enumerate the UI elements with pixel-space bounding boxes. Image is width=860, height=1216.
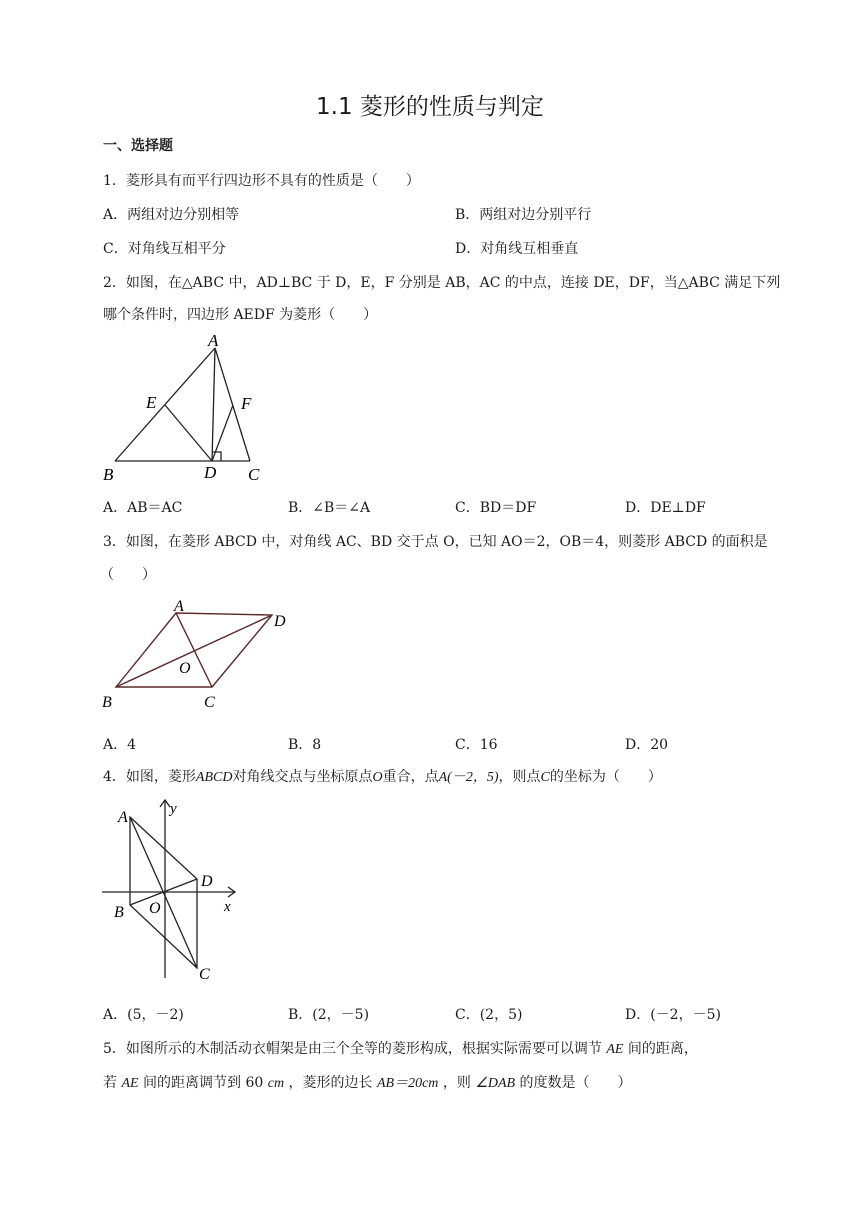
q5-cm: cm (267, 1076, 285, 1091)
figure-4-label-y: y (170, 801, 177, 817)
q4-c: C (540, 770, 550, 785)
question-4-option-c: C．(2，5) (455, 1007, 523, 1023)
question-2-option-b: B．∠B＝∠A (288, 500, 371, 516)
q5-line2-mid2: ，菱形的边长 (288, 1075, 373, 1091)
q4-text-prefix: 4．如图，菱形 (103, 769, 196, 785)
q4-text-mid3: ，则点 (498, 769, 541, 785)
figure-2-label-c: C (248, 465, 260, 484)
question-2-stem-line1: 2．如图，在△ABC 中，AD⊥BC 于 D，E，F 分别是 AB，AC 的中点，连接 DE，DF，当△ABC 满足下列 (103, 275, 781, 291)
figure-2-label-d: D (204, 463, 217, 482)
figure-3-label-c: C (204, 694, 215, 711)
question-4-option-b: B．(2，－5) (288, 1007, 370, 1023)
figure-4-label-a: A (118, 809, 128, 826)
figure-4-label-b: B (114, 904, 124, 921)
q5-line2-mid1: 间的距离调节到 60 (143, 1075, 264, 1091)
question-3-figure (100, 595, 300, 715)
question-3-stem-line2: （ ） (100, 567, 156, 583)
q5-line2-mid3: ，则 (442, 1075, 471, 1091)
q4-text-suffix: 的坐标为（ ） (549, 769, 662, 785)
question-3-stem-line1: 3．如图，在菱形 ABCD 中，对角线 AC、BD 交于点 O，已知 AO＝2，OB＝4，则菱形 ABCD 的面积是 (103, 534, 768, 550)
page-title: 1.1 菱形的性质与判定 (316, 94, 544, 120)
question-4-stem (103, 766, 662, 786)
question-3-option-b: B．8 (288, 737, 322, 753)
figure-4-label-c: C (199, 966, 210, 983)
question-2-option-a: A．AB＝AC (103, 500, 183, 516)
question-2-stem-line2: 哪个条件时，四边形 AEDF 为菱形（ ） (103, 307, 378, 323)
q4-abcd: ABCD (195, 770, 233, 785)
question-1-option-b: B．两组对边分别平行 (455, 207, 592, 223)
question-4-option-a: A．(5，－2) (103, 1007, 184, 1023)
question-1-option-d: D．对角线互相垂直 (455, 241, 579, 257)
figure-3-label-a: A (174, 598, 184, 615)
figure-4-label-x: x (224, 899, 231, 915)
q5-ae: AE (606, 1042, 624, 1057)
question-4-figure (100, 795, 250, 985)
q4-text-mid2: 重合，点 (382, 769, 439, 785)
question-1-stem: 1．菱形具有而平行四边形不具有的性质是（ ） (103, 173, 420, 189)
q4-point-a: A(－2，5) (438, 770, 499, 785)
figure-3-label-b: B (102, 694, 112, 711)
q5-line2-prefix: 若 (103, 1075, 117, 1091)
question-4-option-d: D．(－2，－5) (625, 1007, 721, 1023)
q4-o: O (372, 770, 383, 785)
figure-4-label-o: O (149, 900, 161, 917)
figure-4-label-d: D (201, 873, 213, 890)
figure-3-label-o: O (179, 660, 191, 677)
q5-line1-suffix: 间的距离， (627, 1041, 698, 1057)
figure-2-label-b: B (103, 465, 114, 484)
question-5-stem-line1 (103, 1038, 698, 1058)
question-3-option-d: D．20 (625, 737, 669, 753)
figure-2-label-e: E (146, 393, 157, 412)
question-2-figure (100, 330, 270, 490)
figure-2-label-a: A (208, 331, 219, 350)
q5-ae-2: AE (121, 1076, 139, 1091)
q5-ab-eq: AB＝20cm (376, 1076, 439, 1091)
figure-2-label-f: F (241, 394, 252, 413)
question-1-option-a: A．两组对边分别相等 (103, 207, 240, 223)
question-3-option-c: C．16 (455, 737, 498, 753)
question-1-option-c: C．对角线互相平分 (103, 241, 226, 257)
q5-angle: ∠DAB (475, 1076, 516, 1091)
question-5-stem-line2 (103, 1072, 632, 1092)
q4-text-mid1: 对角线交点与坐标原点 (232, 769, 373, 785)
figure-3-label-d: D (274, 613, 286, 630)
q5-line2-suffix: 的度数是（ ） (519, 1075, 632, 1091)
q5-line1-prefix: 5．如图所示的木制活动衣帽架是由三个全等的菱形构成，根据实际需要可以调节 (103, 1041, 602, 1057)
section-heading: 一、选择题 (103, 138, 173, 154)
question-2-option-c: C．BD＝DF (455, 500, 537, 516)
question-2-option-d: D．DE⊥DF (625, 500, 706, 516)
question-3-option-a: A．4 (103, 737, 137, 753)
